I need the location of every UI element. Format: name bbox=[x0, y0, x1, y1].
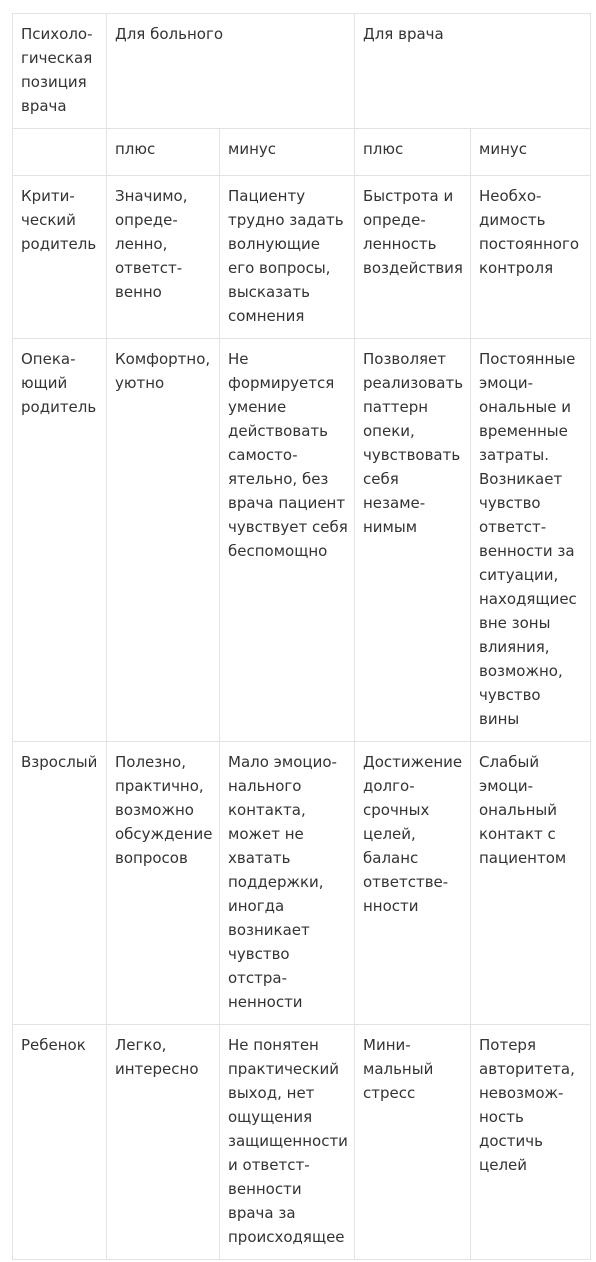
cell-text-line: ответстве- bbox=[363, 873, 449, 891]
cell-text-line: эмоци- bbox=[479, 374, 534, 392]
position-cell bbox=[13, 176, 107, 339]
cell-text-line: контроля bbox=[479, 259, 554, 277]
cell-text-line: невозмож- bbox=[479, 1084, 564, 1102]
cell-text-line: волнующие bbox=[228, 235, 321, 253]
patient-minus-cell bbox=[220, 176, 355, 339]
cell-text-line: ответст- bbox=[115, 259, 183, 277]
cell-text-line: ональный bbox=[479, 801, 558, 819]
cell-text-line: поддержки, bbox=[228, 873, 324, 891]
doctor-minus-cell bbox=[471, 339, 591, 742]
cell-text-line: Не bbox=[228, 350, 249, 368]
table-row bbox=[13, 1025, 591, 1260]
header-row bbox=[13, 14, 591, 129]
doctor-plus-cell bbox=[355, 742, 471, 1025]
cell-text-line: трудно задать bbox=[228, 211, 344, 229]
header-position-cell bbox=[13, 14, 107, 129]
cell-text-line: ощущения bbox=[228, 1108, 313, 1126]
doctor-plus-cell bbox=[355, 1025, 471, 1260]
cell-text-line: Пациенту bbox=[228, 187, 306, 205]
cell-text-line: формируется bbox=[228, 374, 335, 392]
cell-text-line: незаме- bbox=[363, 494, 426, 512]
cell-text-line: ленно, bbox=[115, 235, 168, 253]
cell-text-line: временные bbox=[479, 422, 568, 440]
cell-text-line: Мини- bbox=[363, 1036, 411, 1054]
cell-text-line: Ребенок bbox=[21, 1036, 86, 1054]
cell-text-line: паттерн bbox=[363, 398, 429, 416]
cell-text-line: затраты. bbox=[479, 446, 549, 464]
patient-minus-cell bbox=[220, 339, 355, 742]
cell-text-line: беспомощно bbox=[228, 542, 328, 560]
cell-text-line: контакт с bbox=[479, 825, 556, 843]
cell-text-line: выход, нет bbox=[228, 1084, 315, 1102]
cell-text-line: позиция bbox=[21, 73, 87, 91]
cell-text-line: практично, bbox=[115, 777, 204, 795]
cell-text-line: долго- bbox=[363, 777, 415, 795]
patient-plus-cell bbox=[107, 1025, 220, 1260]
cell-text-line: может не bbox=[228, 825, 304, 843]
header-for-doctor-label: Для врача bbox=[363, 25, 444, 43]
header-for-patient-label: Для больного bbox=[115, 25, 223, 43]
cell-text-line: ность bbox=[479, 1108, 524, 1126]
cell-text-line: венности bbox=[228, 1180, 302, 1198]
cell-text-line: целей, bbox=[363, 825, 416, 843]
subheader-patient-plus: плюс bbox=[107, 129, 220, 176]
cell-text-line: врача пациент bbox=[228, 494, 346, 512]
cell-text-line: родитель bbox=[21, 398, 97, 416]
cell-text-line: чувство bbox=[228, 945, 290, 963]
cell-text-line: авторитета, bbox=[479, 1060, 575, 1078]
cell-text-line: возникает bbox=[228, 921, 310, 939]
cell-text-line: ситуации, bbox=[479, 566, 559, 584]
cell-text-line: Необхо- bbox=[479, 187, 542, 205]
cell-text-line: возможно bbox=[115, 801, 194, 819]
table-row bbox=[13, 176, 591, 339]
cell-text-line: чувствовать bbox=[363, 446, 461, 464]
cell-text-line: мальный bbox=[363, 1060, 434, 1078]
cell-text-line: Комфортно, bbox=[115, 350, 211, 368]
position-cell bbox=[13, 1025, 107, 1260]
cell-text-line: уютно bbox=[115, 374, 165, 392]
table-row bbox=[13, 742, 591, 1025]
cell-text-line: Значимо, bbox=[115, 187, 188, 205]
cell-text-line: чувствует себя bbox=[228, 518, 348, 536]
cell-text-line: вины bbox=[479, 710, 520, 728]
cell-text-line: воздействия bbox=[363, 259, 463, 277]
cell-text-line: чувство bbox=[479, 686, 541, 704]
doctor-minus-cell bbox=[471, 1025, 591, 1260]
cell-text-line: нального bbox=[228, 777, 302, 795]
subheader-patient-minus: минус bbox=[220, 129, 355, 176]
patient-plus-cell bbox=[107, 176, 220, 339]
cell-text-line: находящиес bbox=[479, 590, 577, 608]
cell-text-line: Опека- bbox=[21, 350, 76, 368]
patient-plus-cell bbox=[107, 339, 220, 742]
cell-text-line: Постоянные bbox=[479, 350, 576, 368]
cell-text-line: контакта, bbox=[228, 801, 306, 819]
cell-text-line: ответст- bbox=[479, 518, 547, 536]
cell-text-line: постоянного bbox=[479, 235, 580, 253]
cell-text-line: отстра- bbox=[228, 969, 288, 987]
cell-text-line: димость bbox=[479, 211, 546, 229]
doctor-plus-cell bbox=[355, 176, 471, 339]
cell-text-line: Позволяет bbox=[363, 350, 447, 368]
patient-minus-cell bbox=[220, 742, 355, 1025]
cell-text-line: Возникает bbox=[479, 470, 563, 488]
cell-text-line: Полезно, bbox=[115, 753, 187, 771]
subheader-row bbox=[13, 129, 591, 176]
cell-text-line: происходящее bbox=[228, 1228, 345, 1246]
cell-text-line: стресс bbox=[363, 1084, 416, 1102]
cell-text-line: Быстрота и bbox=[363, 187, 454, 205]
patient-minus-cell bbox=[220, 1025, 355, 1260]
cell-text-line: ональные и bbox=[479, 398, 571, 416]
cell-text-line: его вопросы, bbox=[228, 259, 331, 277]
cell-text-line: достичь bbox=[479, 1132, 543, 1150]
cell-text-line: Слабый bbox=[479, 753, 540, 771]
cell-text-line: возможно, bbox=[479, 662, 563, 680]
cell-text-line: чувство bbox=[479, 494, 541, 512]
position-cell bbox=[13, 339, 107, 742]
cell-text-line: венно bbox=[115, 283, 162, 301]
cell-text-line: умение bbox=[228, 398, 287, 416]
cell-text-line: врача bbox=[21, 97, 67, 115]
cell-text-line: интересно bbox=[115, 1060, 199, 1078]
table-row bbox=[13, 339, 591, 742]
cell-text-line: защищенности bbox=[228, 1132, 348, 1150]
cell-text-line: ческий bbox=[21, 211, 76, 229]
cell-text-line: пациентом bbox=[479, 849, 567, 867]
cell-text-line: нности bbox=[363, 897, 419, 915]
header-for-patient-cell bbox=[107, 14, 355, 129]
cell-text-line: ленность bbox=[363, 235, 437, 253]
cell-text-line: практический bbox=[228, 1060, 339, 1078]
subheader-doctor-plus: плюс bbox=[355, 129, 471, 176]
cell-text-line: баланс bbox=[363, 849, 419, 867]
position-cell bbox=[13, 742, 107, 1025]
cell-text-line: Психоло- bbox=[21, 25, 93, 43]
cell-text-line: родитель bbox=[21, 235, 97, 253]
doctor-plus-cell bbox=[355, 339, 471, 742]
cell-text-line: эмоци- bbox=[479, 777, 534, 795]
cell-text-line: Достижение bbox=[363, 753, 463, 771]
cell-text-line: сомнения bbox=[228, 307, 305, 325]
cell-text-line: ющий bbox=[21, 374, 68, 392]
cell-text-line: Не понятен bbox=[228, 1036, 319, 1054]
cell-text-line: ятельно, без bbox=[228, 470, 329, 488]
cell-text-line: хватать bbox=[228, 849, 291, 867]
cell-text-line: Взрослый bbox=[21, 753, 98, 771]
cell-text-line: ненности bbox=[228, 993, 303, 1011]
doctor-minus-cell bbox=[471, 742, 591, 1025]
cell-text-line: венности за bbox=[479, 542, 575, 560]
subheader-doctor-minus: минус bbox=[471, 129, 591, 176]
cell-text-line: вопросов bbox=[115, 849, 188, 867]
cell-text-line: и ответст- bbox=[228, 1156, 310, 1174]
cell-text-line: Мало эмоцио- bbox=[228, 753, 337, 771]
doctor-minus-cell bbox=[471, 176, 591, 339]
cell-text-line: Легко, bbox=[115, 1036, 167, 1054]
cell-text-line: Крити- bbox=[21, 187, 75, 205]
cell-text-line: влияния, bbox=[479, 638, 550, 656]
cell-text-line: реализовать bbox=[363, 374, 464, 392]
cell-text-line: действовать bbox=[228, 422, 328, 440]
subheader-empty-cell bbox=[13, 129, 107, 176]
cell-text-line: себя bbox=[363, 470, 399, 488]
cell-text-line: Потеря bbox=[479, 1036, 536, 1054]
cell-text-line: опреде- bbox=[363, 211, 426, 229]
cell-text-line: обсуждение bbox=[115, 825, 213, 843]
header-for-doctor-cell bbox=[355, 14, 591, 129]
cell-text-line: иногда bbox=[228, 897, 285, 915]
patient-plus-cell bbox=[107, 742, 220, 1025]
cell-text-line: вне зоны bbox=[479, 614, 551, 632]
cell-text-line: гическая bbox=[21, 49, 93, 67]
cell-text-line: нимым bbox=[363, 518, 418, 536]
psychological-position-table bbox=[12, 13, 591, 1260]
cell-text-line: целей bbox=[479, 1156, 528, 1174]
cell-text-line: врача за bbox=[228, 1204, 296, 1222]
cell-text-line: опреде- bbox=[115, 211, 178, 229]
cell-text-line: высказать bbox=[228, 283, 310, 301]
cell-text-line: опеки, bbox=[363, 422, 415, 440]
cell-text-line: срочных bbox=[363, 801, 430, 819]
cell-text-line: самосто- bbox=[228, 446, 298, 464]
